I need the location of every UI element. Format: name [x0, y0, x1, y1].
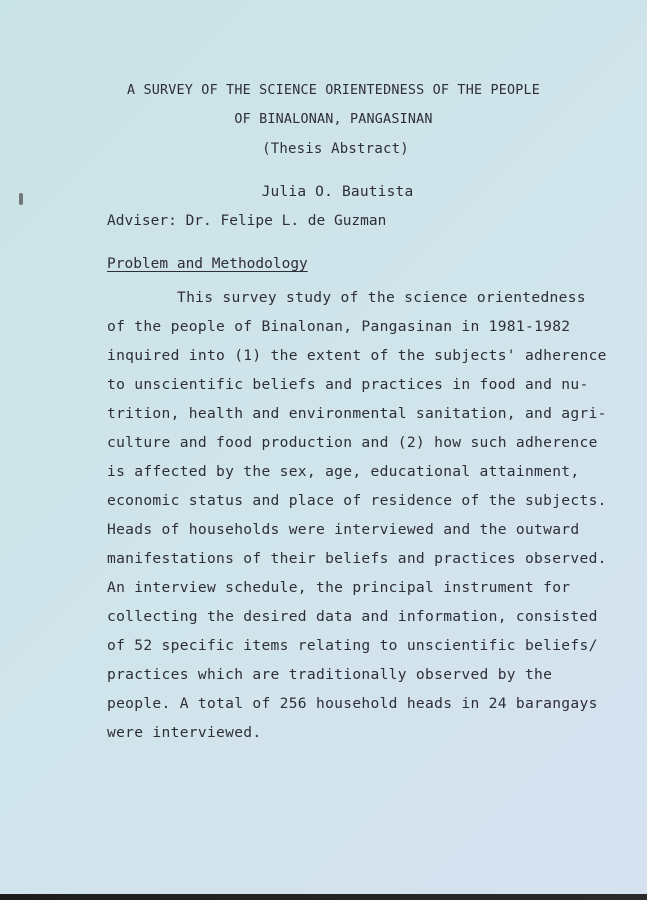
scan-footer-strip — [0, 894, 647, 900]
paragraph-line: inquired into (1) the extent of the subjects' adherence — [107, 347, 607, 364]
paragraph-line: manifestations of their beliefs and practices observed. — [107, 550, 607, 567]
paragraph-line: of 52 specific items relating to unscientific beliefs/ — [107, 637, 598, 654]
paragraph-line: people. A total of 256 household heads in 24 barangays — [107, 695, 598, 712]
paragraph-line: of the people of Binalonan, Pangasinan in 1981-1982 — [107, 318, 571, 335]
subtitle: (Thesis Abstract) — [262, 141, 409, 157]
paragraph-line: trition, health and environmental sanitation, and agri- — [107, 405, 607, 422]
paragraph-line: An interview schedule, the principal instrument for — [107, 579, 571, 596]
paragraph-line: practices which are traditionally observed by the — [107, 666, 553, 683]
paragraph-line: economic status and place of residence of the subjects. — [107, 492, 607, 509]
title-line-1: A SURVEY OF THE SCIENCE ORIENTEDNESS OF THE PEOPLE — [126, 83, 541, 98]
title-line-2: OF BINALONAN, PANGASINAN — [234, 112, 433, 127]
paragraph-line: to unscientific beliefs and practices in food and nu- — [107, 376, 589, 393]
paragraph-line: This survey study of the science orientedness — [177, 289, 586, 306]
paragraph-line: Heads of households were interviewed and the outward — [107, 521, 580, 538]
section-heading: Problem and Methodology — [107, 256, 308, 272]
paragraph-line: were interviewed. — [107, 724, 262, 741]
author: Julia O. Bautista — [261, 184, 414, 200]
paragraph-line: culture and food production and (2) how such adherence — [107, 434, 598, 451]
paragraph-line: is affected by the sex, age, educational attainment, — [107, 463, 580, 480]
paragraph-line: collecting the desired data and information, consisted — [107, 608, 598, 625]
adviser-line: Adviser: Dr. Felipe L. de Guzman — [107, 213, 387, 229]
abstract-paragraph — [107, 283, 607, 747]
